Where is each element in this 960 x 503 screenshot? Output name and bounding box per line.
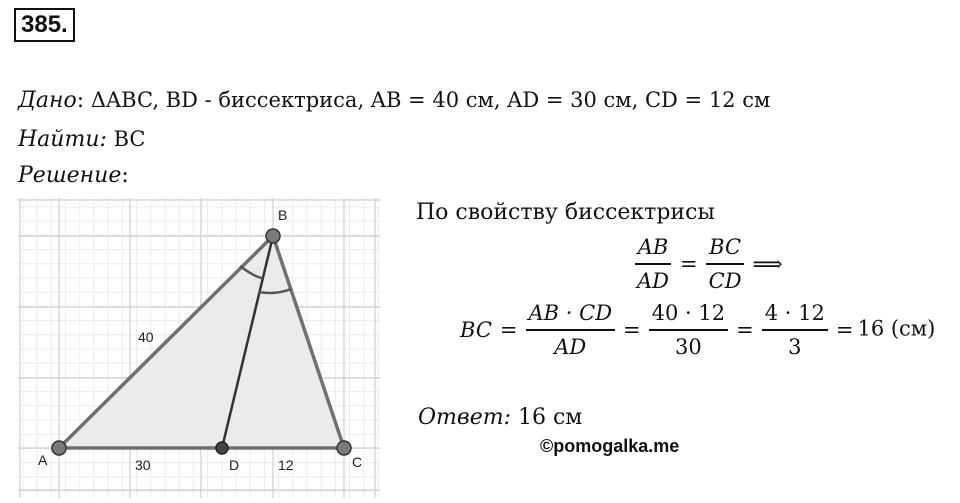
- solution-label: Решение: [18, 163, 122, 188]
- label-c: C: [352, 454, 363, 470]
- given-colon: :: [76, 88, 85, 113]
- given-text: ΔABC, BD - биссектриса, AB = 40 см, AD = 30 см, CD = 12 см: [84, 88, 771, 112]
- problem-number: 385.: [14, 8, 75, 42]
- fraction-numerator: AB · CD: [526, 298, 616, 331]
- answer-text: 16 см: [511, 405, 583, 430]
- find-label: Найти:: [18, 127, 107, 152]
- given-line: [18, 88, 770, 113]
- answer-line: [418, 405, 582, 430]
- fraction-denominator: AD: [554, 335, 587, 359]
- equals-sign: =: [623, 318, 641, 342]
- label-d: D: [229, 457, 240, 473]
- proportion: [630, 232, 787, 296]
- fraction-numeric: [649, 298, 728, 362]
- label-ab-length: 40: [138, 329, 154, 345]
- point-a: [52, 441, 66, 455]
- explanation-text: По свойству биссектрисы: [416, 200, 715, 225]
- answer-label: Ответ:: [418, 405, 511, 430]
- fraction-denominator: 3: [788, 335, 802, 359]
- fraction-numerator: BC: [706, 232, 744, 265]
- solution-colon: :: [121, 163, 129, 188]
- fraction-bc-cd: [706, 232, 745, 296]
- point-d: [216, 442, 228, 454]
- fraction-denominator: CD: [708, 269, 742, 293]
- label-a: A: [38, 452, 48, 468]
- fraction-numerator: AB: [635, 232, 672, 265]
- calculation: [460, 298, 935, 362]
- given-label: Дано: [18, 88, 77, 113]
- equals-sign: =: [499, 318, 518, 342]
- find-line: [18, 127, 146, 152]
- watermark: ©pomogalka.me: [540, 436, 680, 456]
- fraction-ab-ad: [634, 232, 672, 296]
- equals-sign: =: [680, 252, 698, 276]
- implies-sign: ⟹: [752, 252, 783, 276]
- label-dc-length: 12: [278, 457, 294, 473]
- calc-result: 16 (см): [857, 316, 936, 341]
- point-c: [337, 441, 351, 455]
- triangle-figure: [10, 195, 382, 500]
- fraction-simplified: [762, 298, 828, 362]
- point-b: [266, 229, 280, 243]
- fraction-denominator: AD: [637, 269, 670, 293]
- equals-sign: =: [835, 318, 854, 342]
- fraction-ab-cd-over-ad: [526, 298, 616, 362]
- solution-line: [18, 163, 129, 188]
- fraction-denominator: 30: [675, 335, 702, 359]
- calc-lhs: BC: [460, 318, 492, 342]
- fraction-numerator: 4 · 12: [762, 298, 828, 331]
- find-text: BC: [106, 127, 146, 151]
- equals-sign: =: [736, 318, 754, 342]
- label-ad-length: 30: [135, 457, 151, 473]
- label-b: B: [278, 207, 288, 223]
- fraction-numerator: 40 · 12: [649, 298, 728, 331]
